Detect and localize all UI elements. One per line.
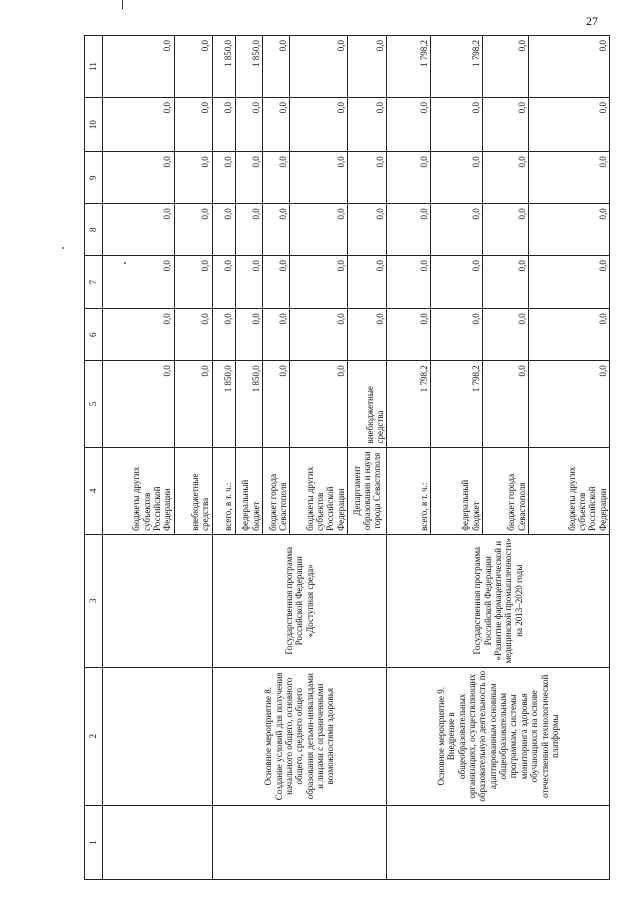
empty-cell <box>103 534 213 667</box>
page-number: 27 <box>586 14 598 28</box>
value-cell: 0,0 <box>431 204 483 256</box>
value-cell: 0,0 <box>483 36 529 98</box>
funding-source: бюджет города Севастополя <box>262 447 289 534</box>
value-cell: 0,0 <box>290 361 348 447</box>
value-cell: 0,0 <box>529 152 610 204</box>
value-cell: 0,0 <box>431 309 483 361</box>
value-cell: 0,0 <box>212 204 235 256</box>
value-cell: 0,0 <box>348 152 387 204</box>
value-cell: 0,0 <box>174 152 212 204</box>
funding-source: бюджеты других субъектов Российской Федерации <box>103 447 175 534</box>
measure-8-executor: Департамент образования и науки города Севастополя <box>348 447 387 534</box>
empty-cell <box>103 667 213 805</box>
table-row <box>212 36 235 880</box>
value-cell: 0,0 <box>103 152 175 204</box>
table-row <box>387 36 431 880</box>
value-cell: 0,0 <box>103 98 175 152</box>
value-cell: 1 798,2 <box>387 361 431 447</box>
col-header: 1 <box>85 805 103 879</box>
value-cell: 0,0 <box>262 309 289 361</box>
value-cell: 0,0 <box>212 152 235 204</box>
value-cell: 0,0 <box>262 256 289 309</box>
value-cell: 0,0 <box>529 204 610 256</box>
measure-9-title: Основное мероприятие 9. Внедрение в общеобразовательных организациях, осуществляющих образовательную деятельность по адаптированным основным общеобразовательным программам, системы мониторинга здоровья обучающихся на основе отечественной технологической платформы <box>387 667 610 805</box>
funding-source: всего, в т. ч.: <box>212 447 235 534</box>
value-cell: 0,0 <box>174 98 212 152</box>
value-cell: 0,0 <box>103 36 175 98</box>
budget-table <box>84 35 610 880</box>
value-cell: 0,0 <box>174 361 212 447</box>
funding-source: внебюджетные средства <box>174 447 212 534</box>
value-cell: 0,0 <box>212 256 235 309</box>
value-cell: 0,0 <box>348 256 387 309</box>
value-cell: 0,0 <box>387 204 431 256</box>
value-cell: 1 850,0 <box>235 361 262 447</box>
measure-8-title: Основное мероприятие 8. Создание условий для получения начального общего, основного общего, среднего общего образования детьми-инвалидами и лицами с ограниченными возможностями здоровья <box>212 667 387 805</box>
measure-8-program: Государственная программа Российской Федерации «Доступная среда» <box>212 534 387 667</box>
value-cell: 0,0 <box>348 98 387 152</box>
value-cell: 0,0 <box>174 36 212 98</box>
value-cell: 1 850,0 <box>212 36 235 98</box>
value-cell: 1 798,2 <box>387 36 431 98</box>
col-header: 3 <box>85 534 103 667</box>
empty-cell <box>103 805 213 879</box>
value-cell: 0,0 <box>174 256 212 309</box>
empty-cell <box>387 805 610 879</box>
value-cell: 1 798,2 <box>431 361 483 447</box>
value-cell: 0,0 <box>235 152 262 204</box>
col-header: 8 <box>85 204 103 256</box>
value-cell: 0,0 <box>262 204 289 256</box>
value-cell: 0,0 <box>212 309 235 361</box>
col-header: 10 <box>85 98 103 152</box>
value-cell: 0,0 <box>529 98 610 152</box>
funding-source: федеральный бюджет <box>431 447 483 534</box>
col-header: 2 <box>85 667 103 805</box>
measure-9-program: Государственная программа Российской Федерации «Развитие фармацевтической и медицинской промышленности» на 2013–2020 годы <box>387 534 610 667</box>
value-cell: 0,0 <box>290 309 348 361</box>
table-row <box>103 36 175 880</box>
value-cell: 0,0 <box>174 204 212 256</box>
value-cell: 0,0 <box>529 361 610 447</box>
value-cell: 0,0 <box>103 204 175 256</box>
col-header: 4 <box>85 447 103 534</box>
value-cell: 0,0 <box>235 204 262 256</box>
value-cell: 0,0 <box>290 152 348 204</box>
value-cell: 0,0 <box>387 152 431 204</box>
value-cell: 0,0 <box>387 98 431 152</box>
value-cell: 0,0 <box>483 361 529 447</box>
value-cell: 0,0 <box>235 309 262 361</box>
value-cell: 0,0 <box>103 256 175 309</box>
value-cell: 0,0 <box>174 309 212 361</box>
col-header: 9 <box>85 152 103 204</box>
value-cell: 0,0 <box>387 256 431 309</box>
value-cell: 0,0 <box>262 36 289 98</box>
value-cell: 0,0 <box>290 256 348 309</box>
funding-source: всего, в т. ч.: <box>387 447 431 534</box>
value-cell: 0,0 <box>483 204 529 256</box>
value-cell: 0,0 <box>431 98 483 152</box>
value-cell: 1 798,2 <box>431 36 483 98</box>
value-cell: 0,0 <box>290 204 348 256</box>
value-cell: 0,0 <box>262 98 289 152</box>
value-cell: 0,0 <box>529 309 610 361</box>
value-cell: 0,0 <box>348 204 387 256</box>
value-cell: 0,0 <box>483 152 529 204</box>
value-cell: 0,0 <box>262 361 289 447</box>
value-cell: 0,0 <box>103 361 175 447</box>
empty-cell <box>212 805 387 879</box>
value-cell: 0,0 <box>483 256 529 309</box>
funding-source: бюджеты других субъектов Российской Федерации <box>290 447 348 534</box>
col-header: 11 <box>85 36 103 98</box>
value-cell: 1 850,0 <box>212 361 235 447</box>
value-cell: 0,0 <box>348 309 387 361</box>
value-cell: 0,0 <box>290 98 348 152</box>
value-cell: 0,0 <box>103 309 175 361</box>
value-cell: 1 850,0 <box>235 36 262 98</box>
value-cell: 0,0 <box>387 309 431 361</box>
value-cell: 0,0 <box>529 256 610 309</box>
value-cell: 0,0 <box>235 256 262 309</box>
column-number-row <box>85 36 103 880</box>
value-cell: 0,0 <box>483 98 529 152</box>
value-cell: 0,0 <box>235 98 262 152</box>
funding-source: внебюджетные средства <box>348 361 387 447</box>
value-cell: 0,0 <box>529 36 610 98</box>
value-cell: 0,0 <box>290 36 348 98</box>
col-header: 7 <box>85 256 103 309</box>
value-cell: 0,0 <box>212 98 235 152</box>
value-cell: 0,0 <box>483 309 529 361</box>
funding-source: федеральный бюджет <box>235 447 262 534</box>
value-cell: 0,0 <box>431 256 483 309</box>
value-cell: 0,0 <box>262 152 289 204</box>
value-cell: 0,0 <box>348 36 387 98</box>
value-cell: 0,0 <box>431 152 483 204</box>
col-header: 6 <box>85 309 103 361</box>
funding-source: бюджеты других субъектов Российской Федерации <box>529 447 610 534</box>
col-header: 5 <box>85 361 103 447</box>
rotated-budget-table <box>84 35 610 880</box>
funding-source: бюджет города Севастополя <box>483 447 529 534</box>
